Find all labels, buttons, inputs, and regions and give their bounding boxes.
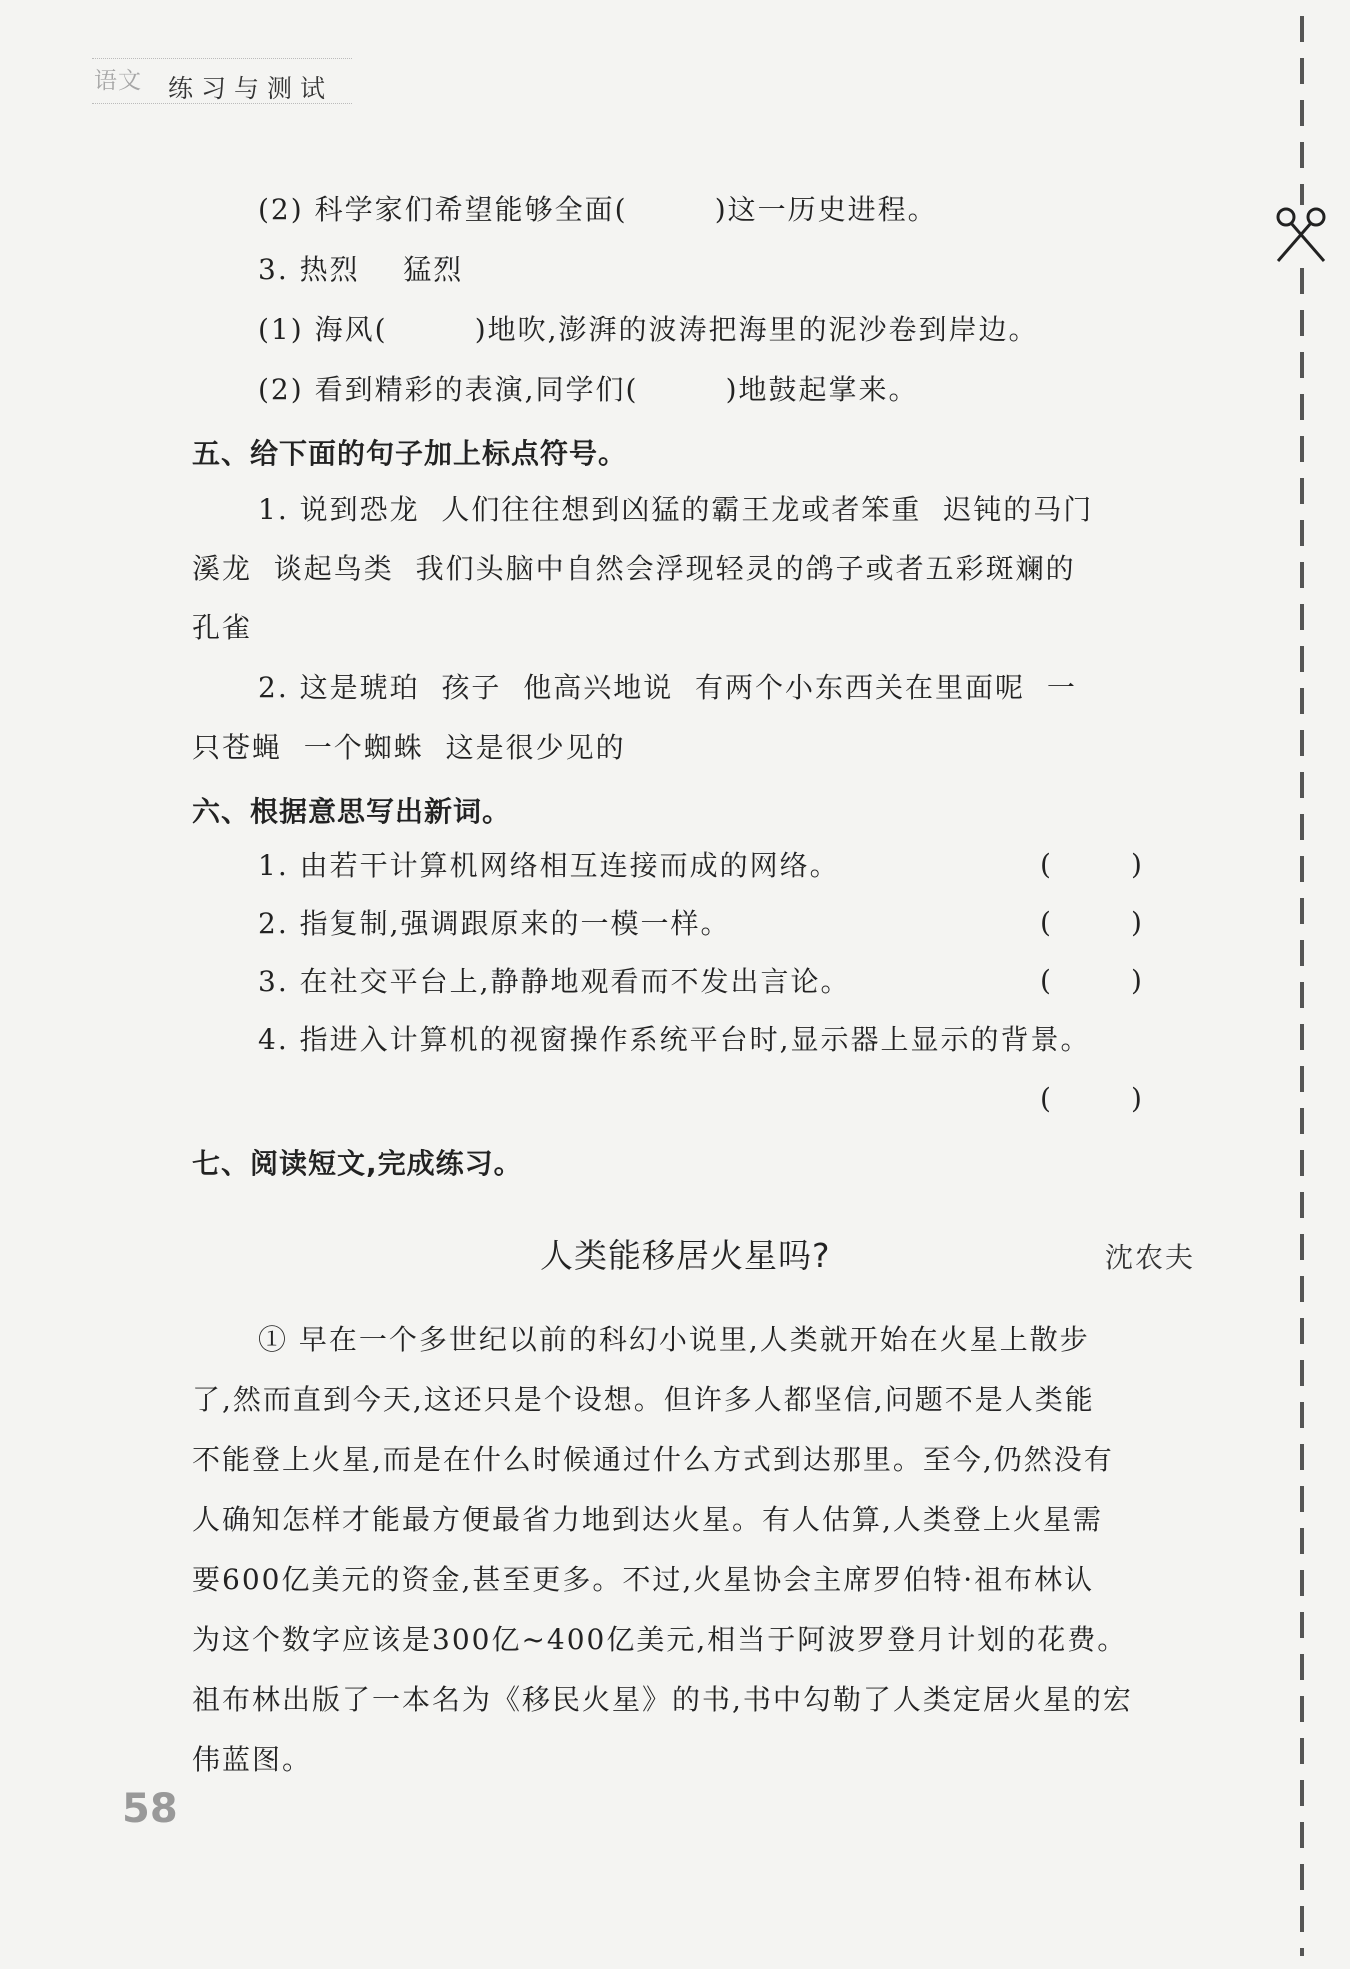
- question-line: (2) 科学家们希望能够全面( )这一历史进程。: [258, 193, 938, 226]
- paragraph-line: 只苍蝇 一个蜘蛛 这是很少见的: [192, 731, 626, 764]
- list-item: 3. 在社交平台上,静静地观看而不发出言论。: [258, 965, 851, 998]
- section-heading: 五、给下面的句子加上标点符号。: [192, 437, 628, 470]
- question-line: (1) 海风( )地吹,澎湃的波涛把海里的泥沙卷到岸边。: [258, 313, 1039, 346]
- article-line: 不能登上火星,而是在什么时候通过什么方式到达那里。至今,仍然没有: [192, 1443, 1114, 1476]
- article-line: 伟蓝图。: [192, 1743, 313, 1776]
- subject-label: 语文: [94, 68, 142, 94]
- list-item: 1. 由若干计算机网络相互连接而成的网络。: [258, 849, 840, 882]
- cut-line: [1300, 16, 1304, 1956]
- scissors-icon: [1272, 205, 1330, 265]
- article-line: 祖布林出版了一本名为《移民火星》的书,书中勾勒了人类定居火星的宏: [192, 1683, 1133, 1716]
- page-number: 58: [122, 1786, 178, 1832]
- article-line: ① 早在一个多世纪以前的科幻小说里,人类就开始在火星上散步: [258, 1323, 1090, 1356]
- paragraph-line: 孔雀: [192, 611, 253, 644]
- article-line: 了,然而直到今天,这还只是个设想。但许多人都坚信,问题不是人类能: [192, 1383, 1095, 1416]
- question-line: 3. 热烈 猛烈: [258, 253, 464, 286]
- section-heading: 七、阅读短文,完成练习。: [192, 1147, 523, 1180]
- list-item: 2. 指复制,强调跟原来的一模一样。: [258, 907, 731, 940]
- answer-blank: ( ): [1040, 848, 1142, 881]
- article-line: 要600亿美元的资金,甚至更多。不过,火星协会主席罗伯特·祖布林认: [192, 1563, 1095, 1596]
- article-title: 人类能移居火星吗?: [540, 1236, 831, 1275]
- answer-blank: ( ): [1040, 906, 1142, 939]
- answer-blank: ( ): [1040, 1082, 1142, 1115]
- section-heading: 六、根据意思写出新词。: [192, 795, 512, 828]
- list-item: 4. 指进入计算机的视窗操作系统平台时,显示器上显示的背景。: [258, 1023, 1091, 1056]
- paragraph-line: 2. 这是琥珀 孩子 他高兴地说 有两个小东西关在里面呢 一: [258, 671, 1077, 704]
- paragraph-line: 溪龙 谈起鸟类 我们头脑中自然会浮现轻灵的鸽子或者五彩斑斓的: [192, 552, 1076, 585]
- article-line: 人确知怎样才能最方便最省力地到达火星。有人估算,人类登上火星需: [192, 1503, 1103, 1536]
- answer-blank: ( ): [1040, 964, 1142, 997]
- article-author: 沈农夫: [1105, 1241, 1196, 1274]
- paragraph-line: 1. 说到恐龙 人们往往想到凶猛的霸王龙或者笨重 迟钝的马门: [258, 493, 1094, 526]
- question-line: (2) 看到精彩的表演,同学们( )地鼓起掌来。: [258, 373, 919, 406]
- book-title: 练习与测试: [168, 74, 334, 103]
- article-line: 为这个数字应该是300亿~400亿美元,相当于阿波罗登月计划的花费。: [192, 1623, 1128, 1656]
